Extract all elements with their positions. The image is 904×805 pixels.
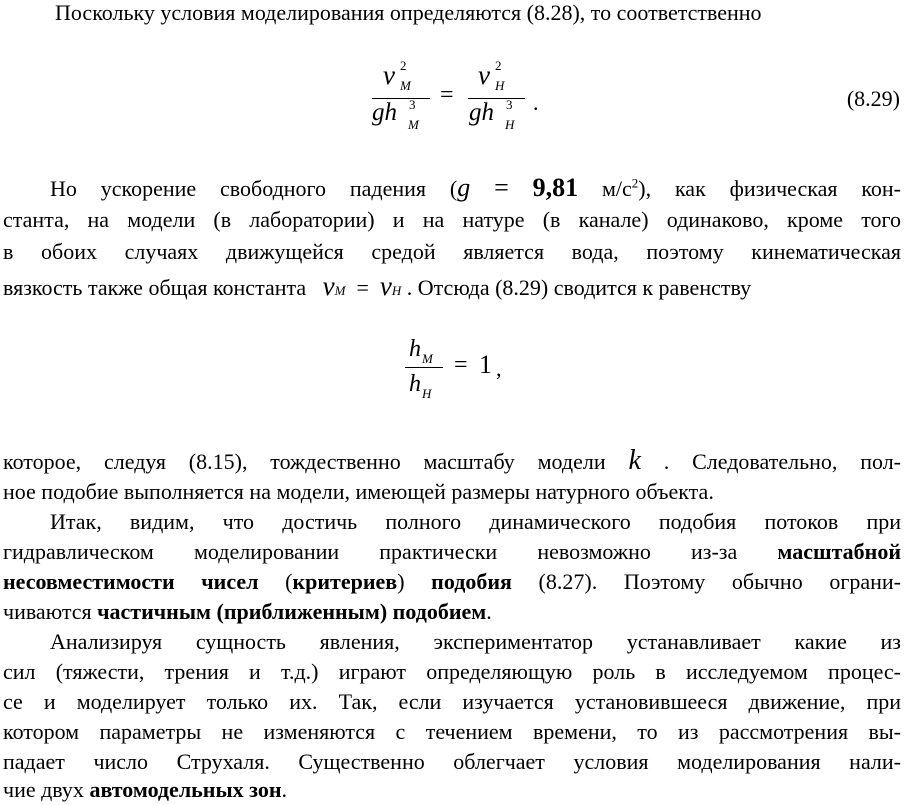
text: которое, следуя (8.15), тождественно масштабу модели [3, 449, 606, 474]
text: Итак, видим, что достичь полного динамического подобия потоков при [50, 509, 901, 534]
text: Анализируя сущность явления, экспериментатор устанавливает какие из [50, 629, 901, 654]
text: ное подобие выполняется на модели, имеющей размеры натурного объекта. [3, 479, 714, 504]
eq-sup-3-right: 3 [506, 97, 513, 112]
equation-number: (8.29) [846, 86, 900, 111]
ratio-fraction-bar [405, 367, 443, 368]
paragraph-line-16 [3, 747, 901, 777]
text: ), как физическая кон- [638, 176, 902, 201]
ratio-sub-n: H [422, 386, 432, 401]
period: . [281, 777, 288, 802]
text: (8.27). Поэтому обычно ограни- [511, 569, 901, 594]
bold-term: критериев [292, 569, 398, 594]
space [737, 539, 777, 564]
paragraph-line-10 [3, 567, 901, 597]
paragraph-line-2 [3, 173, 901, 204]
eq-nu-m: ν [383, 60, 395, 90]
text: . Отсюда (8.29) сводится к равенству [406, 275, 752, 300]
ratio-comma: , [496, 356, 502, 381]
bold-term: автомодельных зон [89, 777, 282, 802]
text: чиваются [3, 599, 92, 624]
math-nu: ν [379, 271, 392, 301]
eq-gh-left [372, 99, 397, 127]
bold-term: несовместимости чисел [3, 569, 259, 594]
eq-sup-3-left: 3 [409, 97, 416, 112]
eq-h: h [481, 99, 494, 126]
unit-text: м/с [578, 176, 632, 201]
math-nu: ν [322, 271, 335, 301]
eq-gh-right [469, 99, 494, 127]
unit-superscript: 2 [631, 175, 639, 191]
paragraph-line-9 [3, 537, 901, 567]
paragraph-line-13 [3, 657, 901, 687]
text: вязкость также общая константа [3, 275, 307, 300]
text: станта, на модели (в лаборатории) и на натуре (в канале) одинаково, кроме того [3, 207, 901, 232]
paragraph-line-1 [3, 0, 901, 28]
ratio-h-n: h [409, 371, 421, 397]
bold-term: частичным (приближенным) подобием [97, 599, 487, 624]
math-k: k [628, 445, 641, 476]
math-sub-n: Н [391, 283, 402, 298]
period: . [486, 599, 492, 624]
paragraph-line-6 [3, 446, 901, 477]
paragraph-line-11 [3, 597, 901, 627]
ratio-h-m: h [409, 336, 421, 362]
ratio-equals: = [454, 352, 468, 378]
math-equals: = [494, 173, 509, 202]
math-g: g [457, 173, 471, 202]
text: котором параметры не изменяются с течением времени, то из рассмотрения вы- [3, 719, 901, 744]
text: в обоих случаях движущейся средой является вода, поэтому кинематическая [3, 239, 901, 264]
paragraph-line-3 [3, 205, 901, 235]
eq-sub-m-den: М [408, 117, 419, 132]
paragraph-line-5 [3, 271, 901, 306]
paragraph-line-4 [3, 237, 901, 267]
text: чие двух [3, 777, 84, 802]
eq-sup-2-left: 2 [400, 58, 407, 73]
bold-term: масштабной [777, 539, 901, 564]
text: се и моделирует только их. Так, если изучается установившееся движение, при [3, 689, 901, 714]
paragraph-line-12 [3, 627, 901, 657]
text: Но ускорение свободного падения ( [50, 176, 458, 201]
text: . Следовательно, пол- [663, 449, 902, 474]
paragraph-line-14 [3, 687, 901, 717]
bold-term: подобия [431, 569, 512, 594]
math-equals: = [356, 275, 369, 300]
eq-h: h [384, 99, 397, 126]
ratio-one: 1 [479, 350, 492, 379]
eq-sub-n-right: Н [495, 78, 505, 93]
text: сил (тяжести, трения и т.д.) играют определяющую роль в исследуемом процес- [3, 659, 901, 684]
text: падает число Струхаля. Существенно облегчает условия моделирования нали- [3, 749, 901, 774]
eq-sub-m-left: М [400, 78, 411, 93]
eq-equals: = [440, 82, 454, 108]
paragraph-line-17 [3, 775, 901, 805]
eq-g: g [469, 99, 482, 126]
eq-sup-2-right: 2 [495, 58, 502, 73]
eq-g: g [372, 99, 385, 126]
eq-dot: . [533, 90, 539, 115]
ratio-sub-m: M [422, 351, 433, 366]
eq-sub-n-den: Н [505, 117, 515, 132]
eq-nu-n: ν [478, 60, 490, 90]
text: гидравлическом моделировании практически невозможно из-за [3, 539, 738, 564]
math-sub-m: М [334, 283, 346, 298]
paragraph-line-15 [3, 717, 901, 747]
math-value: 9,81 [532, 173, 579, 202]
text: Поскольку условия моделирования определяются (8.28), то соответственно [55, 0, 762, 25]
paren: ) [397, 569, 405, 594]
paren: ( [258, 569, 293, 594]
paragraph-line-8 [3, 507, 901, 537]
space [405, 569, 432, 594]
paragraph-line-7 [3, 477, 901, 507]
